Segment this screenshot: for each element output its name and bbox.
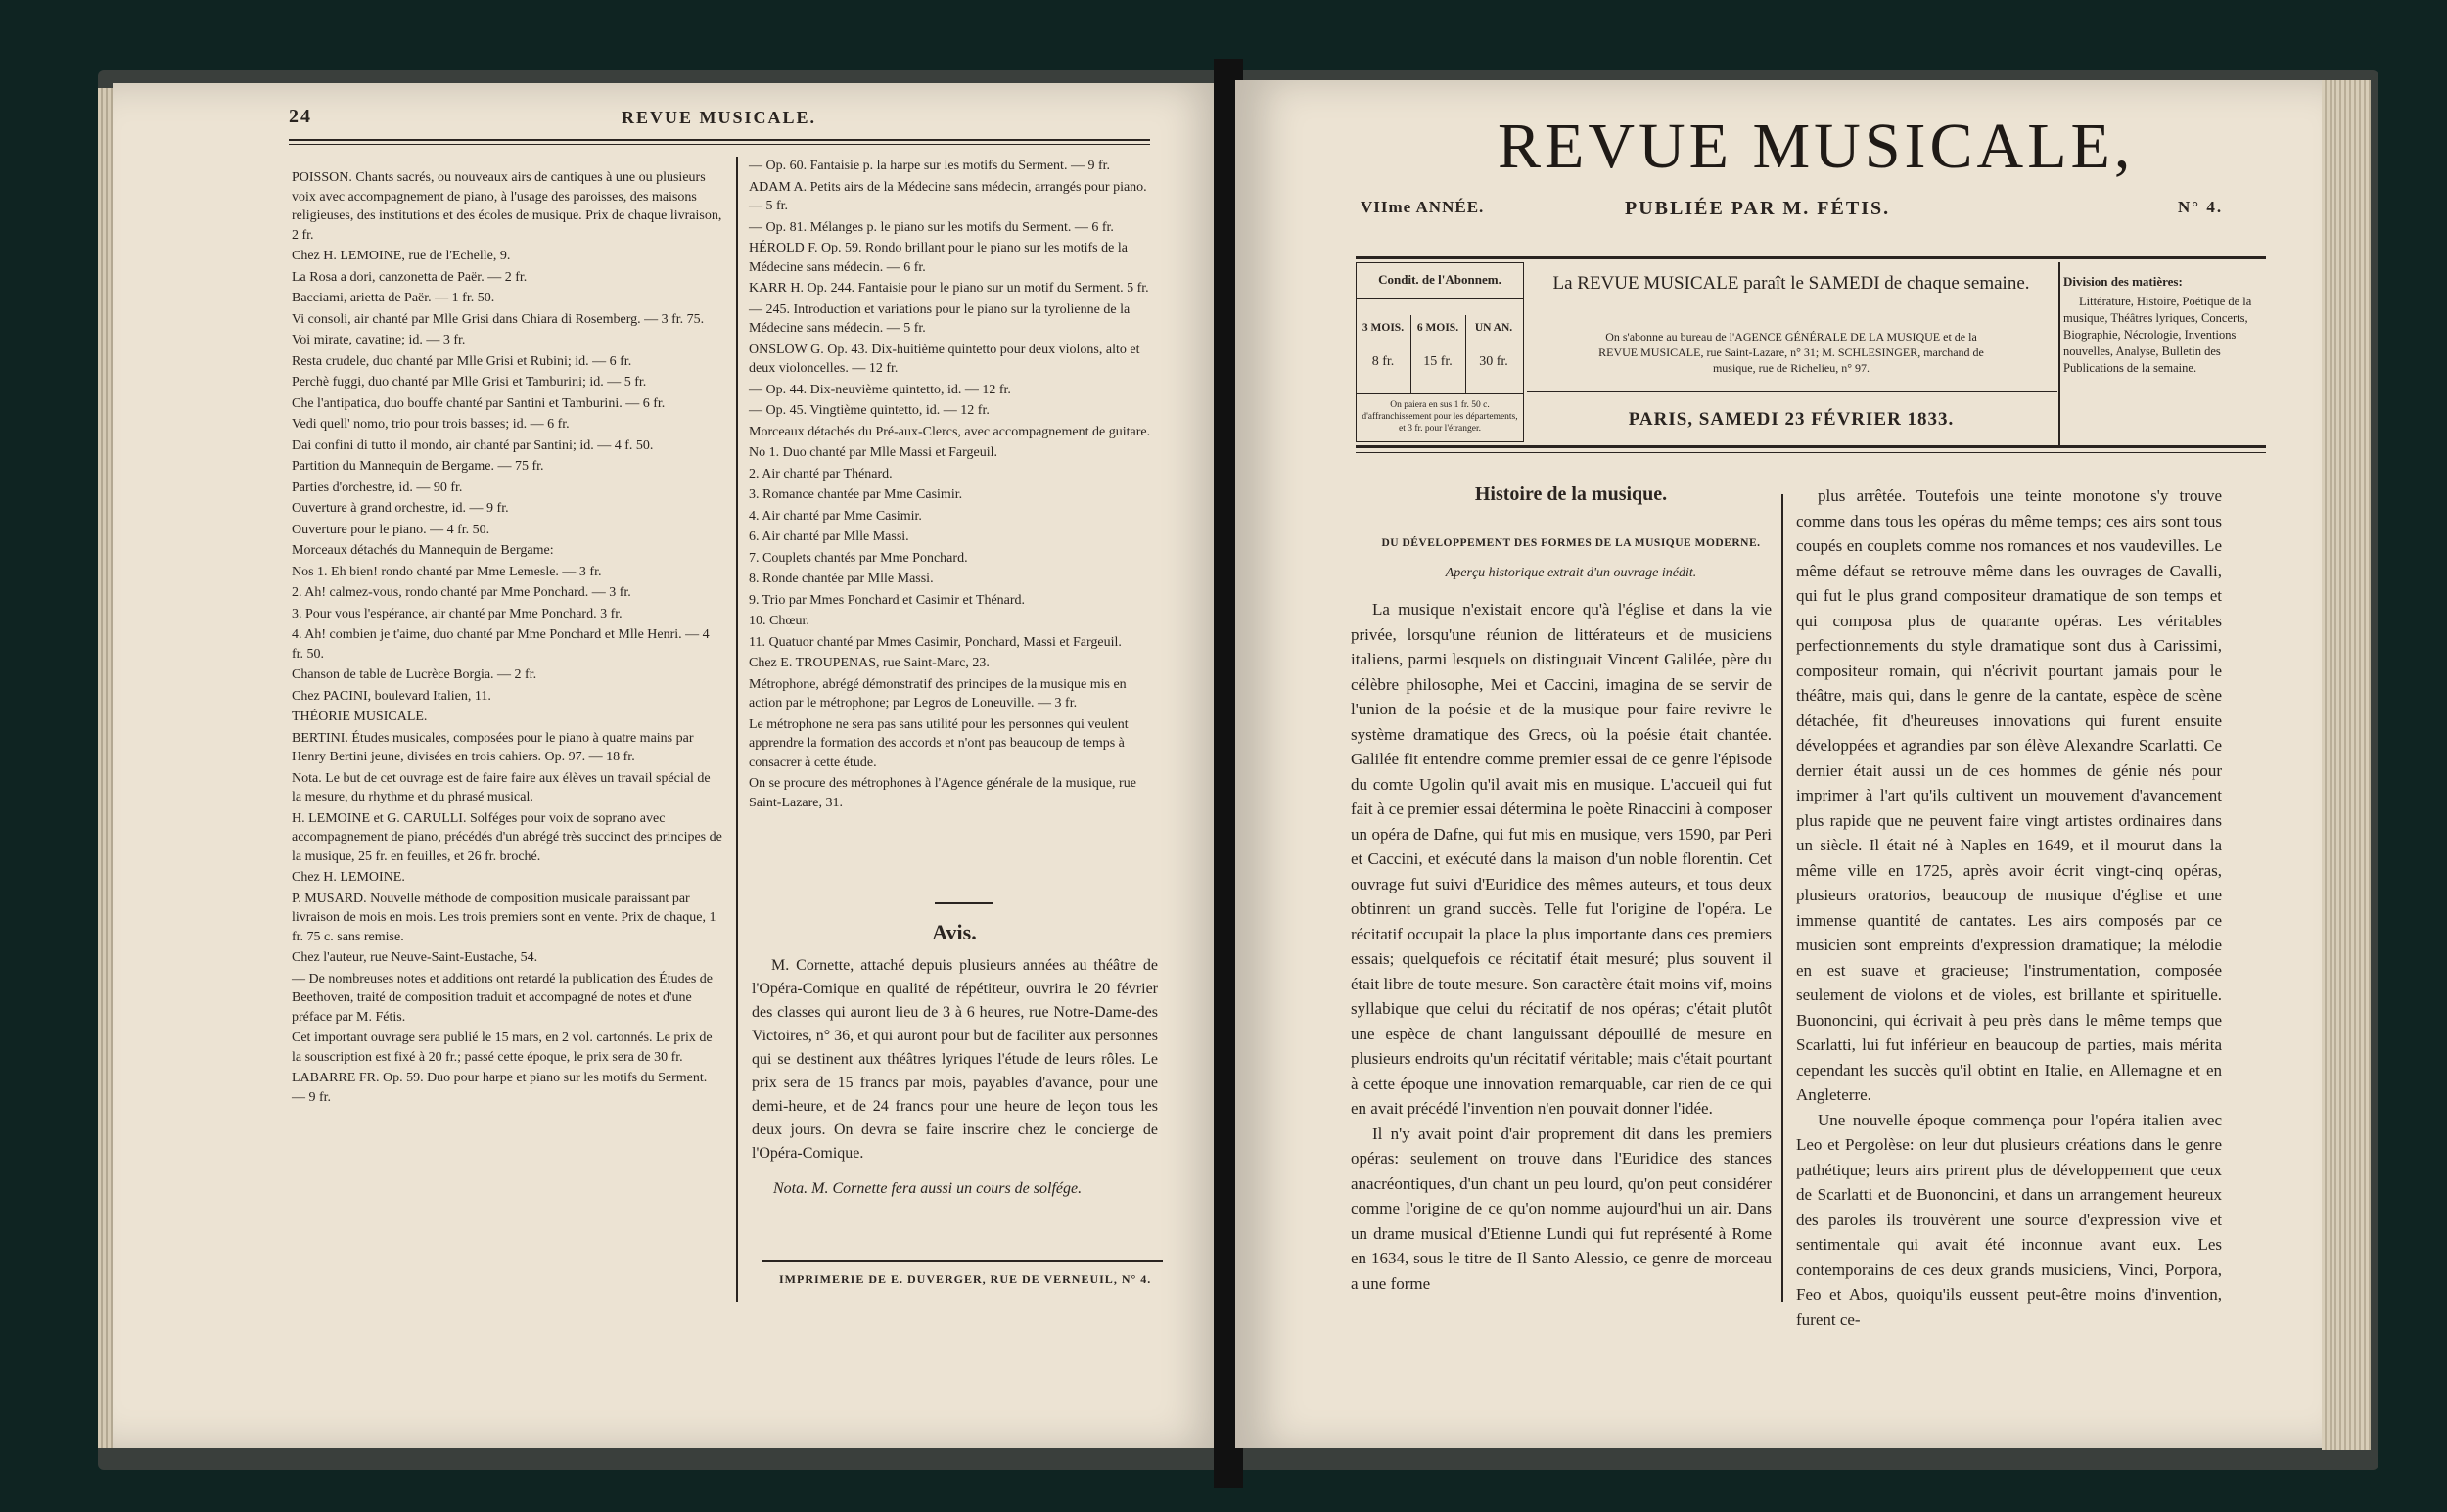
listing-entry: — Op. 81. Mélanges p. le piano sur les motifs du Serment. — 6 fr. bbox=[749, 219, 1114, 235]
listing-entry: THÉORIE MUSICALE. bbox=[292, 710, 428, 724]
division-text: Littérature, Histoire, Poétique de la musique, Théâtres lyriques, Concerts, Biographie, Nécrologie, Inventions nouvelles, Analyse, Bulletin des Publications de la semaine. bbox=[2063, 295, 2252, 375]
listing-entry: POISSON. Chants sacrés, ou nouveaux airs de cantiques à une ou plusieurs voix avec accompagnement de piano, à l'usage des paroisses, des maisons religieuses, des institutions et des écoles de musique. Prix de chaque livraison, 2 fr. bbox=[292, 170, 722, 243]
imprint: IMPRIMERIE DE E. DUVERGER, RUE DE VERNEUIL, N° 4. bbox=[779, 1272, 1152, 1286]
listing-entry: Cet important ouvrage sera publié le 15 mars, en 2 vol. cartonnés. Le prix de la souscription est fixé à 20 fr.; passé cette époque, le prix sera de 30 fr. bbox=[292, 1031, 713, 1065]
date-line: PARIS, SAMEDI 23 FÉVRIER 1833. bbox=[1628, 409, 1955, 430]
publisher-label: PUBLIÉE PAR M. FÉTIS. bbox=[1625, 198, 1891, 219]
listing-entry: Le métrophone ne sera pas sans utilité pour les personnes qui veulent apprendre la formation des accords et n'ont pas beaucoup de temps à consacrer à cette étude. bbox=[749, 716, 1129, 770]
article-column-2 bbox=[1796, 483, 2222, 1332]
listing-entry: Vedi quell' nomo, trio pour trois basses; id. — 6 fr. bbox=[292, 417, 570, 432]
listing-entry: 4. Ah! combien je t'aime, duo chanté par Mme Ponchard et Mlle Henri. — 4 fr. 50. bbox=[292, 627, 710, 662]
listing-entry: Chez E. TROUPENAS, rue Saint-Marc, 23. bbox=[749, 656, 990, 670]
price-divider-2 bbox=[1465, 315, 1466, 393]
listing-entry: Chez l'auteur, rue Neuve-Saint-Eustache, 54. bbox=[292, 950, 538, 965]
price-divider-1 bbox=[1410, 315, 1411, 393]
masthead-bottom-rule bbox=[1356, 445, 2266, 448]
left-column-2 bbox=[749, 157, 1160, 814]
subscription-note: On paiera en sus 1 fr. 50 c. d'affranchissement pour les départements, et 3 fr. pour l'étranger. bbox=[1362, 400, 1518, 434]
listing-entry: P. MUSARD. Nouvelle méthode de composition musicale paraissant par livraison de mois en mois. Les trois premiers sont en vente. Prix de chaque, 1 fr. 75 c. sans remise. bbox=[292, 891, 716, 944]
listing-entry: LABARRE FR. Op. 59. Duo pour harpe et piano sur les motifs du Serment. — 9 fr. bbox=[292, 1071, 708, 1105]
listing-entry: Chanson de table de Lucrèce Borgia. — 2 fr. bbox=[292, 667, 537, 682]
article-paragraph: La musique n'existait encore qu'à l'église et dans la vie privée, lorsqu'une réunion de littérateurs et de musiciens italiens, parmi lesquels on distinguait Vincent Galilée, père du célèbre philosophe, Mei et Caccini, imagina de se servir de l'union de la poésie et de la musique pour faire revivre le système dramatique des Grecs, où la poésie était chantée. Galilée fit entendre comme premier essai de ce genre l'épisode du comte Ugolin qu'il avait mis en musique. L'accueil qui fut fait à ce premier essai détermina le poète Rinaccini à composer un opéra de Dafne, qui fut mis en musique, vers 1590, par Peri et Caccini, et exécuté dans la maison d'un noble florentin. Cet ouvrage fut suivi d'Euridice des mêmes auteurs, et tous deux obtinrent un grand succès. Telle fut l'origine de l'opéra. Le récitatif occupait la place la plus importante dans ces premiers essais; quelquefois ce récitatif était mesuré; plus souvent il était libre de toute mesure. Son caractère était moins vif, moins syllabique que celui du récitatif de nos opéras; c'était plutôt une espèce de chant languissant dépouillé de mesure en plusieurs endroits qu'un récitatif véritable; mais c'était pourtant à cette époque une innovation remarquable, car rien de ce qui en avait précédé l'invention n'en pouvait donner l'idée. bbox=[1351, 600, 1772, 1118]
listing-entry: Métrophone, abrégé démonstratif des principes de la musique mis en action par le métrophone; par Legros de Loneuville. — 3 fr. bbox=[749, 676, 1127, 710]
listing-entry: — Op. 44. Dix-neuvième quintetto, id. — 12 fr. bbox=[749, 382, 1011, 397]
price-head-1y: UN AN. bbox=[1474, 322, 1513, 334]
subscription-rule bbox=[1356, 298, 1524, 299]
listing-entry: Nota. Le but de cet ouvrage est de faire faire aux élèves un travail spécial de la mesure, du rhythme et du phrasé musical. bbox=[292, 770, 711, 804]
subscription-title: Condit. de l'Abonnem. bbox=[1378, 272, 1501, 287]
running-head: REVUE MUSICALE. bbox=[622, 108, 817, 127]
masthead-top-rule bbox=[1356, 256, 2266, 259]
listing-entry: 11. Quatuor chanté par Mmes Casimir, Ponchard, Massi et Fargeuil. bbox=[749, 634, 1122, 650]
listing-entry: — De nombreuses notes et additions ont retardé la publication des Études de Beethoven, traité de composition traduit et accompagné de notes et d'une préface par M. Fétis. bbox=[292, 971, 714, 1025]
price-head-6m: 6 MOIS. bbox=[1416, 322, 1459, 334]
listing-entry: Vi consoli, air chanté par Mlle Grisi dans Chiara di Rosemberg. — 3 fr. 75. bbox=[292, 311, 705, 327]
listing-entry: La Rosa a dori, canzonetta de Paër. — 2 fr. bbox=[292, 269, 528, 285]
listing-entry: HÉROLD F. Op. 59. Rondo brillant pour le piano sur les motifs de la Médecine sans médecin. — 6 fr. bbox=[749, 241, 1128, 275]
listing-entry: Morceaux détachés du Pré-aux-Clercs, avec accompagnement de guitare. bbox=[749, 424, 1151, 439]
listing-entry: Bacciami, arietta de Paër. — 1 fr. 50. bbox=[292, 291, 495, 305]
article-column-divider bbox=[1781, 494, 1783, 1302]
price-head-3m: 3 MOIS. bbox=[1362, 322, 1405, 334]
price-3m: 8 fr. bbox=[1371, 354, 1395, 369]
listing-entry: Perchè fuggi, duo chanté par Mlle Grisi et Tamburini; id. — 5 fr. bbox=[292, 375, 647, 389]
division-divider bbox=[2058, 262, 2060, 445]
listing-entry: 9. Trio par Mmes Ponchard et Casimir et Thénard. bbox=[749, 592, 1026, 608]
listing-entry: 4. Air chanté par Mme Casimir. bbox=[749, 508, 922, 524]
masthead-bottom-rule-thin bbox=[1356, 452, 2266, 453]
article-paragraph: plus arrêtée. Toutefois une teinte monotone s'y trouve comme dans tous les opéras du même temps; ces airs sont tous coupés en couplets comme nos romances et nos vaudevilles. Le même défaut se retrouve même dans les ouvrages de Cavalli, qui fut le plus grand compositeur dramatique de son temps et qui composa plus de quarante opéras. Les véritables perfectionnements du style dramatique sont dus à Carissimi, compositeur romain, qui n'écrivit pourtant jamais pour le théâtre, mais qui, dans le genre de la cantate, espèce de scène détachée, fit d'heureuses innovations qui furent ensuite développées et agrandies par son élève Alexandre Scarlatti. Ce dernier était aussi un de ces hommes de génie nés pour imprimer à l'art qu'ils cultivent un mouvement d'avancement plus rapide que ne peuvent faire vingt artistes ordinaires dans un siècle. Il était né à Naples en 1649, et il mourut dans la même ville en 1725, après avoir écrit vingt-cinq opéras, plusieurs oratorios, beaucoup de musique d'église et une immense quantité de cantates. Les airs composés par ce musicien sont empreints d'expression dramatique; la mélodie en est suave et gracieuse; l'instrumentation, composée seulement de violons et de violes, est brillante et spirituelle. Buononcini, qui écrivait à peu près dans le même temps que Scarlatti, lui fut inférieur en beaucoup de parties, mais mérita cependant les succès qu'il obtint en Italie, en Allemagne et en Angleterre. bbox=[1796, 486, 2222, 1104]
subscription-address: On s'abonne au bureau de l'AGENCE GÉNÉRALE DE LA MUSIQUE et de la REVUE MUSICALE, rue Saint-Lazare, n° 31; M. SCHLESINGER, marchand de musique, rue de Richelieu, n° 97. bbox=[1598, 330, 1984, 375]
listing-entry: 2. Air chanté par Thénard. bbox=[749, 466, 893, 481]
listing-entry: ONSLOW G. Op. 43. Dix-huitième quintetto pour deux violons, alto et deux violoncelles. — 12 fr. bbox=[749, 342, 1140, 376]
article-column-1 bbox=[1351, 597, 1772, 1296]
article-title: Histoire de la musique. bbox=[1474, 483, 1668, 505]
price-rule bbox=[1356, 393, 1524, 394]
masthead-title: REVUE MUSICALE, bbox=[1498, 111, 2135, 182]
article-subtitle-2: Aperçu historique extrait d'un ouvrage inédit. bbox=[1445, 566, 1697, 580]
listing-entry: Partition du Mannequin de Bergame. — 75 fr. bbox=[292, 459, 544, 474]
listing-entry: Morceaux détachés du Mannequin de Bergame: bbox=[292, 543, 554, 558]
listing-entry: 2. Ah! calmez-vous, rondo chanté par Mme Ponchard. — 3 fr. bbox=[292, 585, 631, 600]
listing-entry: — 245. Introduction et variations pour le piano sur la tyrolienne de la Médecine sans médecin. — 5 fr. bbox=[749, 301, 1131, 336]
avis-nota: Nota. M. Cornette fera aussi un cours de solfége. bbox=[773, 1180, 1083, 1197]
header-rule-thin bbox=[289, 144, 1150, 145]
listing-entry: BERTINI. Études musicales, composées pour le piano à quatre mains par Henry Bertini jeune, divisées en trois cahiers. Op. 97. — 18 fr. bbox=[292, 730, 694, 764]
listing-entry: Voi mirate, cavatine; id. — 3 fr. bbox=[292, 333, 466, 347]
publication-line: La REVUE MUSICALE paraît le SAMEDI de chaque semaine. bbox=[1552, 273, 2030, 294]
avis-title: Avis. bbox=[932, 920, 977, 944]
year-label: VIIme ANNÉE. bbox=[1361, 198, 1485, 216]
article-paragraph: Il n'y avait point d'air proprement dit dans les premiers opéras: seulement on trouve dans l'Euridice des stances anacréontiques, d'un chant un peu lourd, qu'on peut considérer comme l'origine de ce qu'on nomme aujourd'hui un air. Dans un drame musical d'Etienne Lundi qui fut représenté à Rome en 1634, sous le titre de Il Santo Alessio, ce genre de morceau a une forme bbox=[1351, 1123, 1772, 1293]
price-6m: 15 fr. bbox=[1423, 354, 1453, 369]
listing-entry: Parties d'orchestre, id. — 90 fr. bbox=[292, 480, 463, 495]
listing-entry: Nos 1. Eh bien! rondo chanté par Mme Lemesle. — 3 fr. bbox=[292, 564, 602, 579]
listing-entry: 7. Couplets chantés par Mme Ponchard. bbox=[749, 550, 968, 566]
avis-text: M. Cornette, attaché depuis plusieurs années au théâtre de l'Opéra-Comique en qualité de répétiteur, ouvrira le 20 février des classes qui auront lieu de 3 à 6 heures, rue Notre-Dame-des Victoires, n° 36, et qui auront pour but de faciliter aux personnes qui se destinent aux théâtres lyriques l'étude de leurs rôles. Le prix sera de 15 francs par mois, payables d'avance, pour une demi-heure, et de 24 francs pour une heure de leçon tous les deux jours. On devra se faire inscrire chez le concierge de l'Opéra-Comique. bbox=[752, 957, 1158, 1162]
article-paragraph: Une nouvelle époque commença pour l'opéra italien avec Leo et Pergolèse: on leur dut plusieurs créations dans le genre pathétique; leurs airs prirent plus de développement que ceux de Scarlatti et de Buononcini, et dans un arrangement heureux des paroles ils trouvèrent une source d'expression vive et sentimentale qui avait été inconnue avant eux. Les contemporains de ces deux grands musiciens, Vinci, Porpora, Feo et Abos, quoiqu'ils eussent peut-être moins d'invention, furent ce- bbox=[1796, 1110, 2222, 1329]
right-page-edges bbox=[2322, 80, 2371, 1450]
listing-entry: Chez H. LEMOINE. bbox=[292, 870, 405, 885]
imprint-rule bbox=[762, 1260, 1163, 1262]
listing-entry: — Op. 45. Vingtième quintetto, id. — 12 fr. bbox=[749, 403, 990, 418]
listing-entry: — Op. 60. Fantaisie p. la harpe sur les motifs du Serment. — 9 fr. bbox=[749, 159, 1110, 173]
listing-entry: Ouverture pour le piano. — 4 fr. 50. bbox=[292, 522, 490, 537]
price-1y: 30 fr. bbox=[1479, 354, 1508, 369]
listing-entry: Chez PACINI, boulevard Italien, 11. bbox=[292, 688, 491, 704]
listing-entry: On se procure des métrophones à l'Agence générale de la musique, rue Saint-Lazare, 31. bbox=[749, 776, 1136, 810]
division-title: Division des matières: bbox=[2063, 274, 2183, 289]
article-subtitle: DU DÉVELOPPEMENT DES FORMES DE LA MUSIQUE MODERNE. bbox=[1381, 537, 1761, 549]
listing-entry: Ouverture à grand orchestre, id. — 9 fr. bbox=[292, 501, 509, 516]
page-number: 24 bbox=[289, 106, 312, 127]
center-rule bbox=[1527, 391, 2057, 392]
listing-entry: Chez H. LEMOINE, rue de l'Echelle, 9. bbox=[292, 249, 511, 263]
column-divider bbox=[736, 157, 738, 1302]
listing-entry: 6. Air chanté par Mlle Massi. bbox=[749, 529, 909, 544]
separator-rule bbox=[935, 902, 993, 904]
left-column-1 bbox=[292, 168, 722, 1109]
listing-entry: Che l'antipatica, duo bouffe chanté par Santini et Tamburini. — 6 fr. bbox=[292, 395, 666, 411]
header-rule bbox=[289, 139, 1150, 141]
listing-entry: Dai confini di tutto il mondo, air chanté par Santini; id. — 4 f. 50. bbox=[292, 437, 654, 453]
listing-entry: 10. Chœur. bbox=[749, 614, 809, 628]
listing-entry: 8. Ronde chantée par Mlle Massi. bbox=[749, 572, 934, 586]
listing-entry: No 1. Duo chanté par Mlle Massi et Fargeuil. bbox=[749, 445, 998, 460]
listing-entry: ADAM A. Petits airs de la Médecine sans médecin, arrangés pour piano. — 5 fr. bbox=[749, 179, 1147, 213]
listing-entry: H. LEMOINE et G. CARULLI. Solféges pour voix de soprano avec accompagnement de piano, précédés d'un abrégé très succinct des principes de la musique, 25 fr. en feuilles, et 26 fr. broché. bbox=[292, 810, 722, 864]
listing-entry: KARR H. Op. 244. Fantaisie pour le piano sur un motif du Serment. 5 fr. bbox=[749, 281, 1149, 296]
listing-entry: 3. Pour vous l'espérance, air chanté par Mme Ponchard. 3 fr. bbox=[292, 606, 623, 621]
issue-number: N° 4. bbox=[2178, 198, 2224, 216]
listing-entry: Resta crudele, duo chanté par Mlle Grisi et Rubini; id. — 6 fr. bbox=[292, 353, 632, 369]
listing-entry: 3. Romance chantée par Mme Casimir. bbox=[749, 487, 963, 502]
